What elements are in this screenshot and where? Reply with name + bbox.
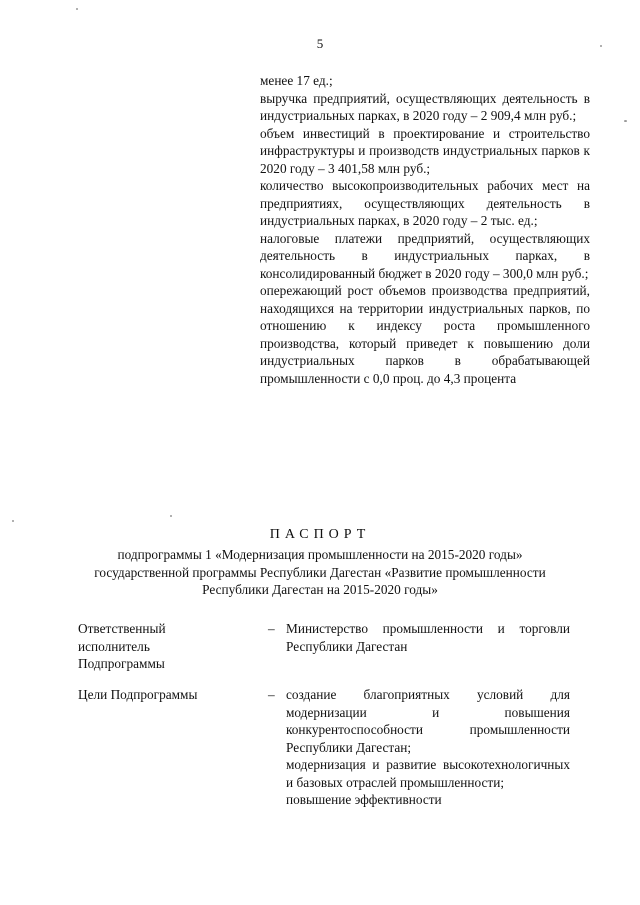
value-line: Министерство промышленности и торговли Республики Дагестан bbox=[286, 621, 570, 654]
subtitle-line: Республики Дагестан на 2015-2020 годы» bbox=[202, 582, 438, 597]
value-line: создание благоприятных условий для модернизации и повышения конкурентоспособности промышленности Республики Дагестан; bbox=[286, 687, 570, 755]
indicator-line: налоговые платежи предприятий, осуществляющих деятельность в индустриальных парках, в консолидированный бюджет в 2020 году – 300,0 млн руб.; bbox=[260, 230, 590, 281]
value-line: модернизация и развитие высокотехнологичных и базовых отраслей промышленности; bbox=[286, 757, 570, 790]
scan-speck bbox=[624, 120, 627, 122]
scan-speck bbox=[170, 515, 172, 517]
label-line: Цели Подпрограммы bbox=[78, 687, 198, 702]
subtitle-line: государственной программы Республики Дагестан «Развитие промышленности bbox=[94, 564, 546, 580]
passport-subtitle bbox=[60, 546, 580, 599]
label-line: Ответственный bbox=[78, 621, 166, 636]
row-dash: – bbox=[268, 621, 275, 636]
row-value bbox=[286, 686, 570, 809]
indicator-line: менее 17 ед.; bbox=[260, 73, 333, 88]
row-value bbox=[286, 620, 570, 655]
row-label bbox=[78, 620, 248, 673]
row-dash: – bbox=[268, 687, 275, 702]
value-line: повышение эффективности bbox=[286, 792, 442, 807]
scan-speck bbox=[12, 520, 14, 522]
indicator-line: выручка предприятий, осуществляющих деятельность в индустриальных парках, в 2020 году – 2 909,4 млн руб.; bbox=[260, 90, 590, 123]
passport-title: ПАСПОРТ bbox=[269, 527, 371, 542]
indicator-line: опережающий рост объемов производства предприятий, находящихся на территории индустриальных парков, по отношению к индексу роста промышленного производства, который приведет к повышению доли индустриальных парков в обрабатывающей промышленности с 0,0 проц. до 4,3 процента bbox=[260, 283, 590, 386]
indicators-block bbox=[260, 72, 590, 387]
row-label bbox=[78, 686, 248, 704]
scan-speck bbox=[600, 45, 602, 47]
subtitle-line: подпрограммы 1 «Модернизация промышленности на 2015-2020 годы» bbox=[117, 547, 523, 562]
label-line: исполнитель bbox=[78, 638, 150, 654]
page-number: 5 bbox=[316, 36, 324, 51]
indicator-line: объем инвестиций в проектирование и строительство инфраструктуры и производств индустриальных парков к 2020 году – 3 401,58 млн руб.; bbox=[260, 125, 590, 176]
label-line: Подпрограммы bbox=[78, 656, 165, 671]
scan-speck bbox=[76, 8, 78, 10]
indicator-line: количество высокопроизводительных рабочих мест на предприятиях, осуществляющих деятельность в индустриальных парках, в 2020 году – 2 тыс. ед.; bbox=[260, 178, 590, 228]
